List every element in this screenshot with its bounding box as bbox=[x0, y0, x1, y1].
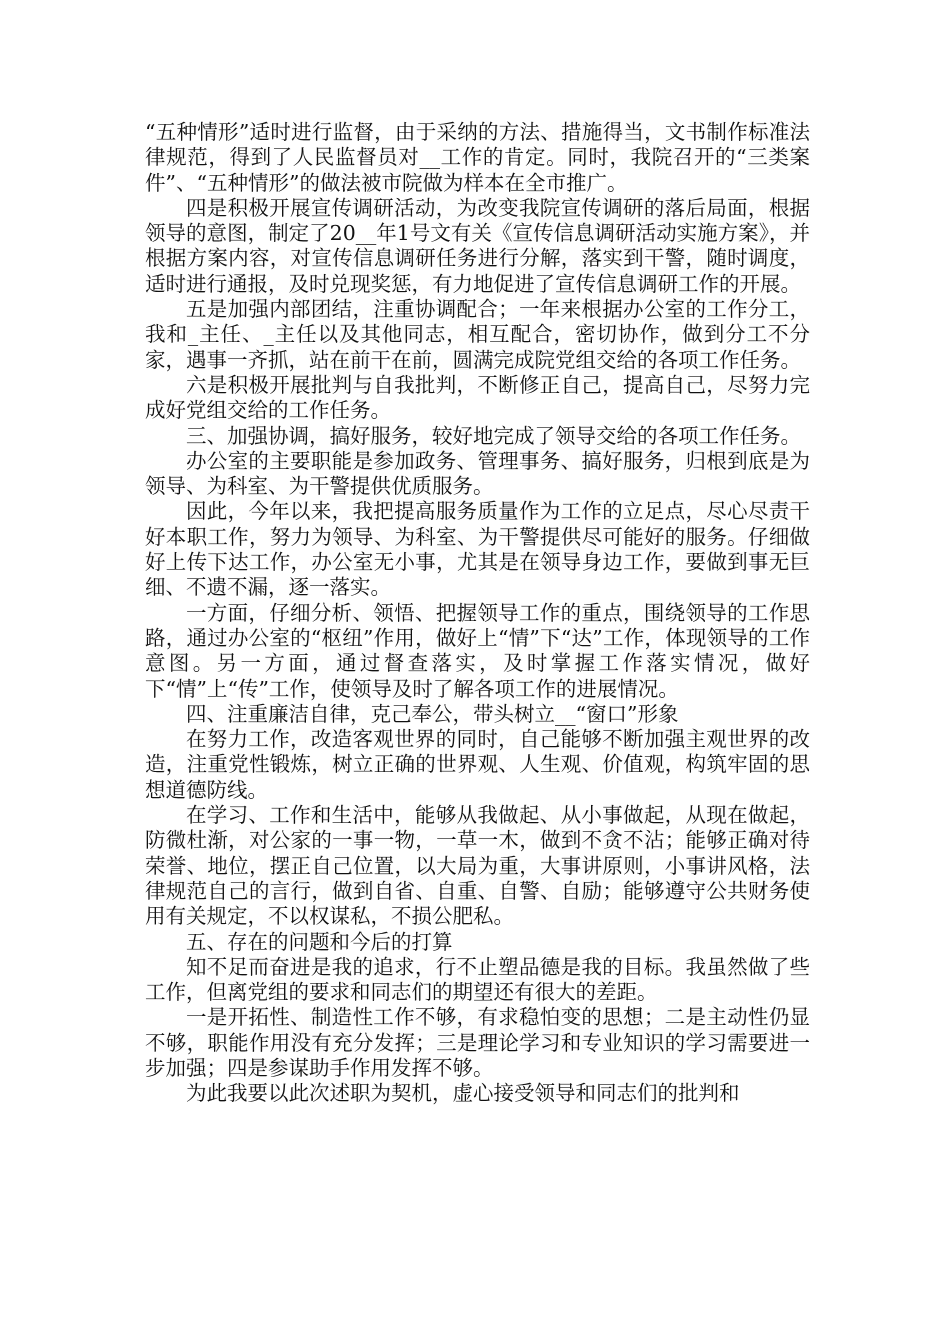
section-heading-3: 三、加强协调，搞好服务，较好地完成了领导交给的各项工作任务。 bbox=[186, 423, 801, 448]
paragraph-13: 知不足而奋进是我的追求，行不止塑品德是我的目标。我虽然做了些工作，但离党组的要求和同志们的期望还有很大的差距。 bbox=[145, 954, 810, 1005]
section-heading-4: 四、注重廉洁自律，克己奉公，带头树立__“窗口”形象 bbox=[186, 701, 679, 726]
paragraph-8: 一方面，仔细分析、领悟、把握领导工作的重点，围绕领导的工作思路，通过办公室的“枢纽”作用，做好上“情”下“达”工作，体现领导的工作意图。另一方面，通过督查落实，及时掌握工作落实情况，做好下“情”上“传”工作，使领导及时了解各项工作的进展情况。 bbox=[145, 600, 810, 701]
paragraph-10: 在努力工作，改造客观世界的同时，自己能够不断加强主观世界的改造，注重党性锻炼，树立正确的世界观、人生观、价值观，构筑牢固的思想道德防线。 bbox=[145, 727, 810, 802]
paragraph-1: “五种情形”适时进行监督，由于采纳的方法、措施得当，文书制作标准法律规范，得到了人民监督员对__工作的肯定。同时，我院召开的“三类案件”、“五种情形”的做法被市院做为样本在全市推广。 bbox=[145, 120, 810, 195]
paragraph-15: 为此我要以此次述职为契机，虚心接受领导和同志们的批判和 bbox=[186, 1081, 740, 1106]
section-heading-5: 五、存在的问题和今后的打算 bbox=[186, 929, 453, 954]
paragraph-4: 六是积极开展批判与自我批判，不断修正自己，提高自己，尽努力完成好党组交给的工作任务。 bbox=[145, 372, 810, 423]
document-body bbox=[145, 120, 810, 1107]
paragraph-11: 在学习、工作和生活中，能够从我做起、从小事做起，从现在做起，防微杜渐，对公家的一事一物，一草一木，做到不贪不沾；能够正确对待荣誉、地位，摆正自己位置，以大局为重，大事讲原则，小事讲风格，法律规范自己的言行，做到自省、自重、自警、自励；能够遵守公共财务使用有关规定，不以权谋私，不损公肥私。 bbox=[145, 803, 810, 929]
paragraph-7: 因此，今年以来，我把提高服务质量作为工作的立足点，尽心尽责干好本职工作，努力为领导、为科室、为干警提供尽可能好的服务。仔细做好上传下达工作，办公室无小事，尤其是在领导身边工作，要做到事无巨细、不遗不漏，逐一落实。 bbox=[145, 499, 810, 600]
paragraph-6: 办公室的主要职能是参加政务、管理事务、搞好服务，归根到底是为领导、为科室、为干警提供优质服务。 bbox=[145, 448, 810, 499]
paragraph-3: 五是加强内部团结，注重协调配合；一年来根据办公室的工作分工，我和_主任、_主任以及其他同志，相互配合，密切协作，做到分工不分家，遇事一齐抓，站在前干在前，圆满完成院党组交给的各项工作任务。 bbox=[145, 297, 810, 372]
paragraph-2: 四是积极开展宣传调研活动，为改变我院宣传调研的落后局面，根据领导的意图，制定了20__年1号文有关《宣传信息调研活动实施方案》，并根据方案内容，对宣传信息调研任务进行分解，落实到干警，随时调度，适时进行通报，及时兑现奖惩，有力地促进了宣传信息调研工作的开展。 bbox=[145, 195, 810, 296]
paragraph-14: 一是开拓性、制造性工作不够，有求稳怕变的思想；二是主动性仍显不够，职能作用没有充分发挥；三是理论学习和专业知识的学习需要进一步加强；四是参谋助手作用发挥不够。 bbox=[145, 1005, 810, 1080]
